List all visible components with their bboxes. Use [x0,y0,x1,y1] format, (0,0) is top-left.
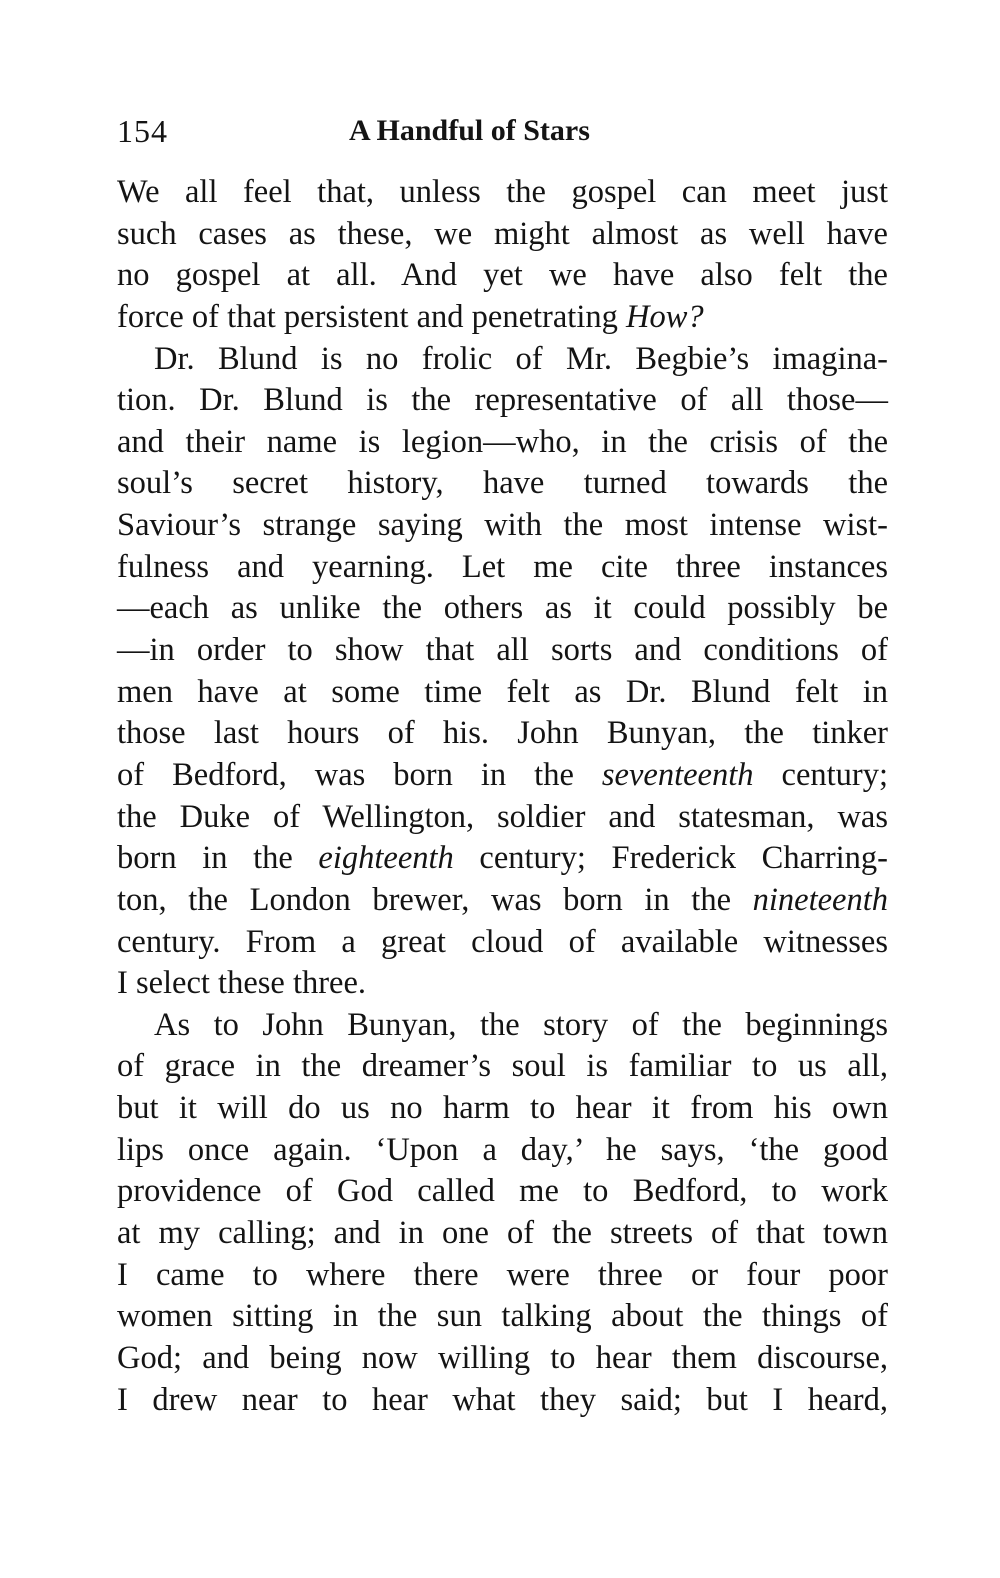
text-line: and their name is legion—who, in the crisis of the [117,423,888,460]
text-line: Saviour’s strange saying with the most intense wist- [117,507,888,544]
text-line: —each as unlike the others as it could possibly be [117,590,888,627]
italic-word: nineteenth [752,881,888,918]
text-line: tion. Dr. Blund is the representative of all those— [117,382,888,419]
text-line: such cases as these, we might almost as well have [117,215,888,252]
text-line: those last hours of his. John Bunyan, the tinker [117,715,888,752]
paragraph-start-line: Dr. Blund is no frolic of Mr. Begbie’s imagina- [154,340,888,377]
running-title: A Handful of Stars [349,114,590,147]
italic-word: seventeenth [601,756,754,793]
body-text [117,172,888,1421]
italic-word: How? [625,298,704,335]
text-line: of grace in the dreamer’s soul is familiar to us all, [117,1048,888,1085]
line-segment: ton, the London brewer, was born in the [117,881,753,918]
text-line: fulness and yearning. Let me cite three instances [117,548,888,585]
line-segment: force of that persistent and penetrating [117,298,626,335]
italic-word: eighteenth [318,840,454,877]
text-line: I select these three. [117,965,367,1002]
line-segment: century; Frederick Charring- [453,840,889,877]
text-line: but it will do us no harm to hear it from his own [117,1090,888,1127]
page-number: 154 [117,113,168,149]
text-line: soul’s secret history, have turned towards the [117,465,888,502]
text-line [117,880,888,922]
text-line: at my calling; and in one of the streets of that town [117,1215,888,1252]
text-line: God; and being now willing to hear them discourse, [117,1339,888,1376]
running-head [117,106,887,156]
text-line: I drew near to hear what they said; but I heard, [117,1381,888,1418]
text-line: —in order to show that all sorts and conditions of [117,632,888,669]
text-line: We all feel that, unless the gospel can meet just [117,174,888,210]
line-segment: born in the [117,840,319,877]
paragraph-start-line: As to John Bunyan, the story of the beginnings [154,1006,888,1043]
text-line [117,838,888,880]
text-line: century. From a great cloud of available witnesses [117,923,888,960]
text-line: women sitting in the sun talking about the things of [117,1298,888,1335]
text-line: lips once again. ‘Upon a day,’ he says, ‘the good [117,1131,888,1168]
text-line: the Duke of Wellington, soldier and statesman, was [117,798,888,835]
text-line: I came to where there were three or four poor [117,1256,888,1293]
text-line: providence of God called me to Bedford, to work [117,1173,888,1210]
line-segment: of Bedford, was born in the [117,756,602,793]
text-line: men have at some time felt as Dr. Blund felt in [117,673,888,710]
text-line [117,755,888,797]
line-segment: century; [753,756,888,793]
text-line: no gospel at all. And yet we have also felt the [117,257,888,294]
text-line [117,297,888,339]
